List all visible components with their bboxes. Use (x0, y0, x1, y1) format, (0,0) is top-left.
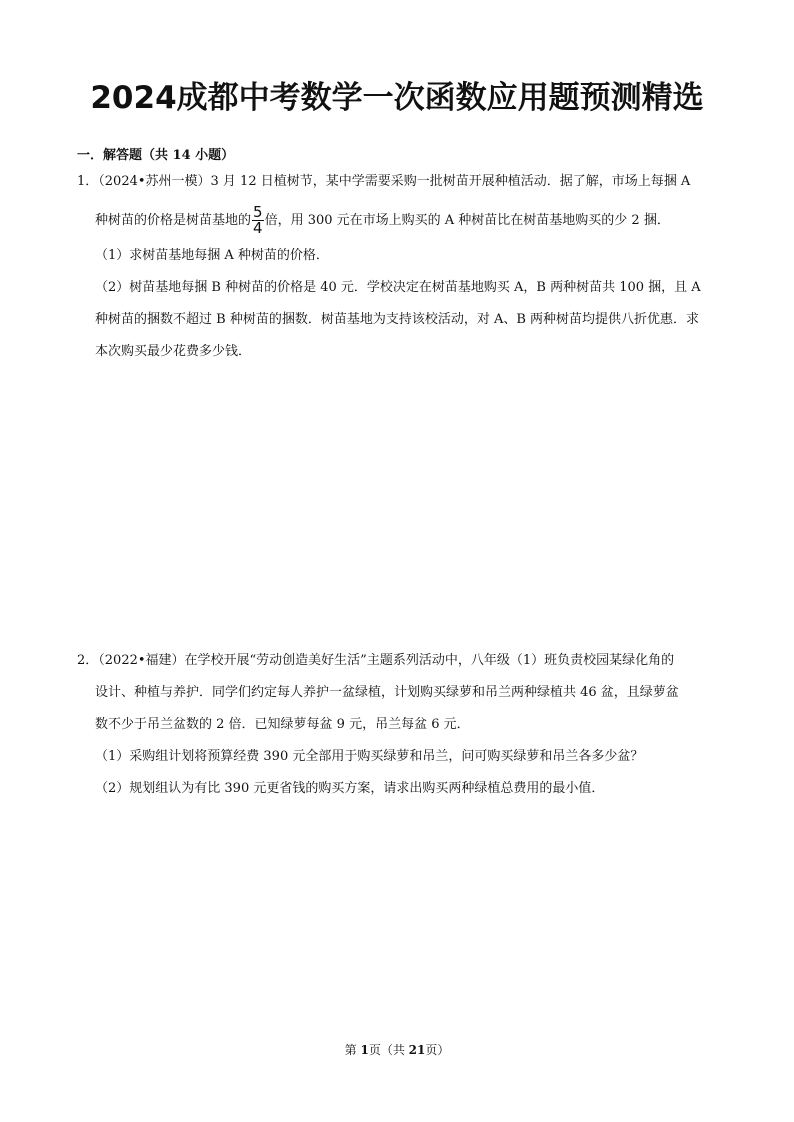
q2-part-1: （1）采购组计划将预算经费 390 元全部用于购买绿萝和吊兰，问可购买绿萝和吊兰各多少盆？ (95, 749, 644, 764)
fraction-numerator: 5 (253, 203, 263, 221)
q1-line-2 (95, 205, 670, 236)
q1-line-2-post: 倍，用 300 元在市场上购买的 A 种树苗比在树苗基地购买的少 2 捆． (264, 213, 670, 228)
q1-part-2-line-2: 种树苗的捆数不超过 B 种树苗的捆数．树苗基地为支持该校活动，对 A、B 两种树苗均提供八折优惠．求 (95, 312, 700, 327)
q1-line-2-pre: 种树苗的价格是树苗基地的 (95, 213, 252, 228)
section-heading: 一．解答题（共 14 小题） (77, 148, 235, 163)
q1-part-2-line-1: （2）树苗基地每捆 B 种树苗的价格是 40 元．学校决定在树苗基地购买 A，B 两种树苗共 100 捆，且 A (95, 280, 701, 295)
q2-line-3: 数不少于吊兰盆数的 2 倍．已知绿萝每盆 9 元，吊兰每盆 6 元． (95, 717, 470, 732)
footer-mid: 页（共 (368, 1043, 409, 1057)
footer-page-number: 1 (360, 1043, 369, 1057)
q2-line-1: 2．（2022•福建）在学校开展“劳动创造美好生活”主题系列活动中，八年级（1）班负责校园某绿化角的 (77, 653, 675, 668)
q2-part-2: （2）规划组认为有比 390 元更省钱的购买方案，请求出购买两种绿植总费用的最小值． (95, 781, 605, 796)
document-title: 2024成都中考数学一次函数应用题预测精选 (90, 80, 704, 116)
q2-line-2: 设计、种植与养护．同学们约定每人养护一盆绿植，计划购买绿萝和吊兰两种绿植共 46 盆，且绿萝盆 (95, 685, 679, 700)
footer-post: 页） (425, 1043, 450, 1057)
q1-line-1: 1．（2024•苏州一模）3 月 12 日植树节，某中学需要采购一批树苗开展种植活动．据了解，市场上每捆 A (77, 174, 691, 189)
page-footer (0, 1041, 794, 1058)
fraction-5-4 (252, 205, 264, 236)
q1-part-2-line-3: 本次购买最少花费多少钱． (95, 344, 252, 359)
footer-pre: 第 (344, 1043, 361, 1057)
footer-total-pages: 21 (408, 1043, 426, 1057)
q1-part-1: （1）求树苗基地每捆 A 种树苗的价格． (95, 248, 329, 263)
fraction-denominator: 4 (253, 219, 263, 237)
